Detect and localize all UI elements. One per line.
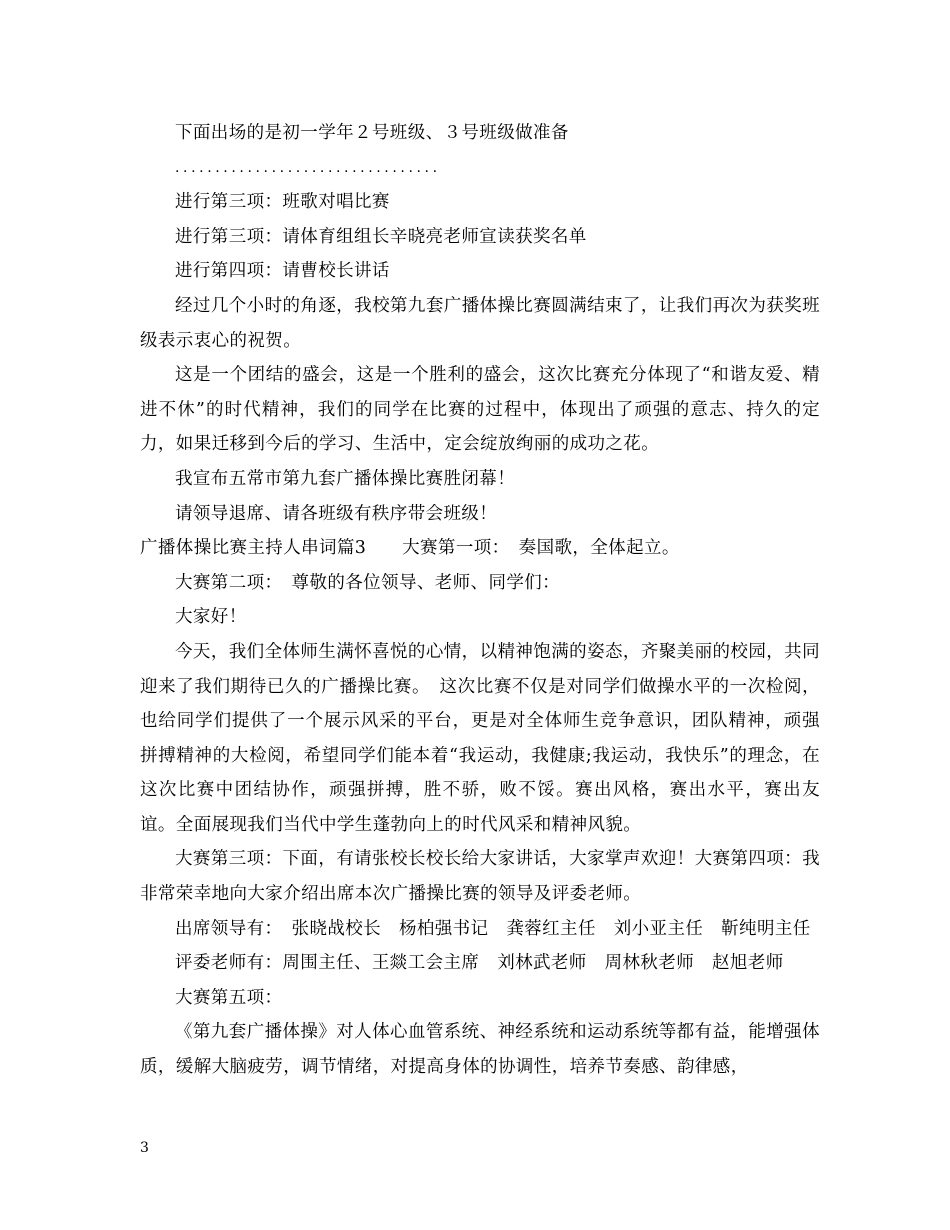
paragraph: 进行第三项：班歌对唱比赛 xyxy=(175,192,390,213)
paragraph: 评委老师有：周围主任、王燚工会主席 刘林武老师 周林秋老师 赵旭老师 xyxy=(175,953,784,974)
paragraph: 进行第四项：请曹校长讲话 xyxy=(175,261,390,282)
paragraph: 出席领导有： 张晓战校长 杨柏强书记 龚蓉红主任 刘小亚主任 靳纯明主任 xyxy=(175,918,811,939)
paragraph: 这是一个团结的盛会，这是一个胜利的盛会，这次比赛充分体现了“和谐友爱、精进不休”的时代精神，我们的同学在比赛的过程中，体现出了顽强的意志、持久的定力，如果迁移到今后的学习、生活中，定会绽放绚丽的成功之花。 xyxy=(140,365,820,455)
paragraph: 大家好！ xyxy=(175,607,247,628)
paragraph: 今天，我们全体师生满怀喜悦的心情，以精神饱满的姿态，齐聚美丽的校园，共同迎来了我们期待已久的广播操比赛。 这次比赛不仅是对同学们做操水平的一次检阅，也给同学们提供了一个展示风采的平台，更是对全体师生竞争意识，团队精神，顽强拼搏精神的大检阅，希望同学们能本着“我运动，我健康;我运动，我快乐”的理念，在这次比赛中团结协作，顽强拼搏，胜不骄，败不馁。赛出风格，赛出水平，赛出友谊。全面展现我们当代中学生蓬勃向上的时代风采和精神风貌。 xyxy=(140,641,820,835)
paragraph: 大赛第五项： xyxy=(175,987,283,1008)
paragraph: 大赛第三项：下面，有请张校长校长给大家讲话，大家掌声欢迎！大赛第四项：我非常荣幸地向大家介绍出席本次广播操比赛的领导及评委老师。 xyxy=(140,849,820,905)
paragraph: 《第九套广播体操》对人体心血管系统、神经系统和运动系统等都有益，能增强体质，缓解大脑疲劳，调节情绪，对提高身体的协调性，培养节奏感、韵律感， xyxy=(140,1022,820,1078)
paragraph: 下面出场的是初一学年２号班级、３号班级做准备 xyxy=(175,123,569,143)
section-heading-line: 广播体操比赛主持人串词篇3 大赛第一项： 奏国歌，全体起立。 xyxy=(140,538,680,559)
paragraph: 我宣布五常市第九套广播体操比赛胜闭幕！ xyxy=(175,468,516,489)
paragraph: 进行第三项：请体育组组长辛晓亮老师宣读获奖名单 xyxy=(175,226,587,247)
paragraph: 大赛第二项： 尊敬的各位领导、老师、同学们： xyxy=(175,572,561,593)
paragraph: 请领导退席、请各班级有秩序带会班级！ xyxy=(175,503,498,524)
paragraph: 经过几个小时的角逐，我校第九套广播体操比赛圆满结束了，让我们再次为获奖班级表示衷心的祝贺。 xyxy=(140,295,820,351)
ellipsis-line: ................................. xyxy=(175,159,441,176)
page-number: 3 xyxy=(140,1140,149,1156)
document-body xyxy=(140,116,820,1085)
